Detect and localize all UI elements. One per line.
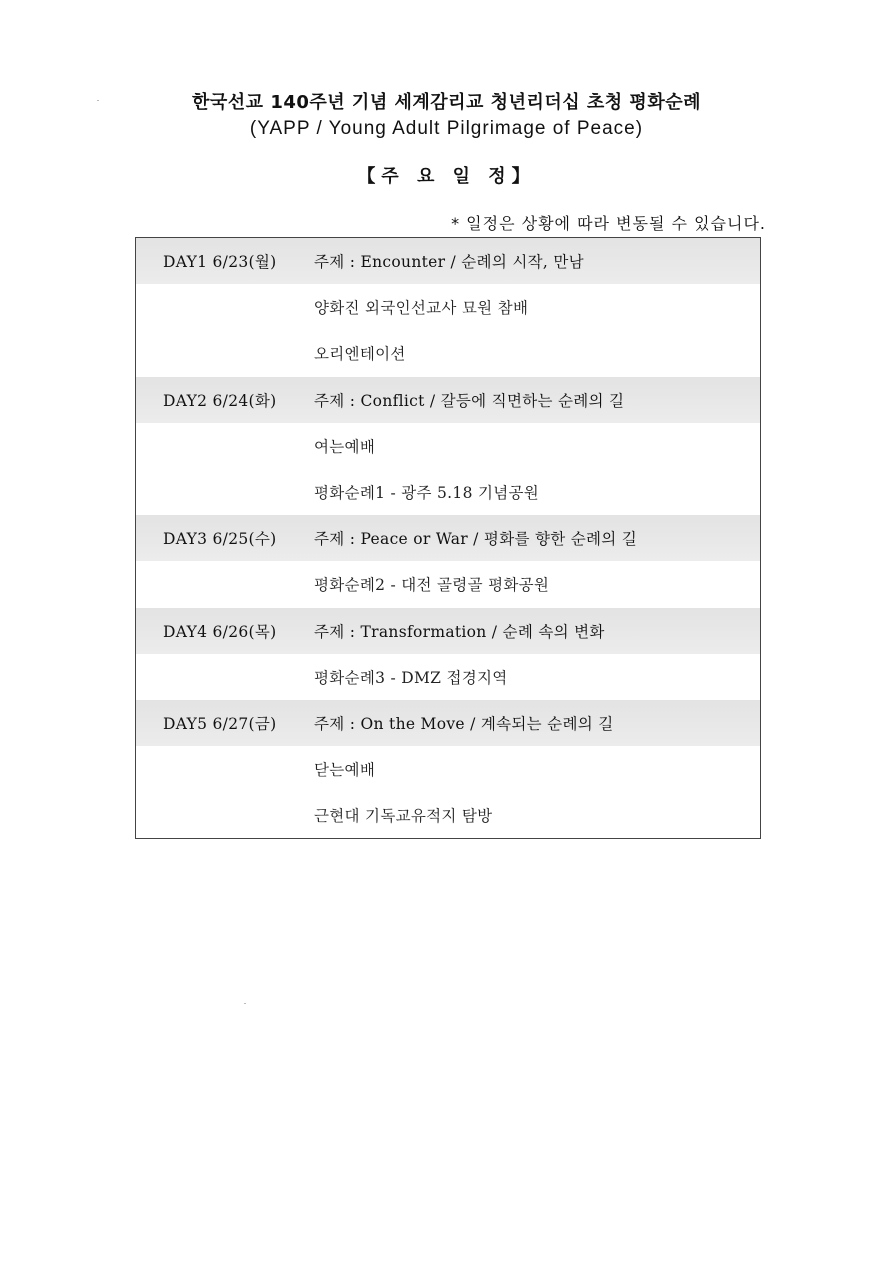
schedule-row-item [136,423,760,469]
day-label: DAY1 6/23(월) [163,253,277,271]
scan-speck [97,100,99,101]
schedule-table [135,237,761,839]
day-label: DAY5 6/27(금) [163,714,277,733]
day-theme: 주제 : Peace or War / 평화를 향한 순례의 길 [314,530,638,549]
activity-text: 양화진 외국인선교사 묘원 참배 [314,299,529,318]
day-theme: 주제 : Conflict / 갈등에 직면하는 순례의 길 [314,391,625,410]
activity-text: 여는예배 [314,437,376,456]
document-title: 한국선교 140주년 기념 세계감리교 청년리더십 초청 평화순례 [192,92,701,113]
scan-speck [244,1003,246,1004]
schedule-row-item [136,469,760,515]
schedule-row-item [136,654,760,700]
document-subtitle: (YAPP / Young Adult Pilgrimage of Peace) [249,118,644,139]
day-theme: 주제 : Transformation / 순례 속의 변화 [314,622,605,641]
day-label: DAY3 6/25(수) [163,530,277,549]
schedule-row-day [136,238,760,284]
schedule-row-item [136,561,760,607]
activity-text: 근현대 기독교유적지 탐방 [314,807,493,826]
activity-text: 평화순례1 - 광주 5.18 기념공원 [314,483,540,502]
activity-text: 닫는예배 [314,761,376,780]
day-label: DAY2 6/24(화) [163,391,277,410]
schedule-row-day [136,515,760,561]
day-label: DAY4 6/26(목) [163,622,277,641]
schedule-notice: * 일정은 상황에 따라 변동될 수 있습니다. [451,214,766,233]
schedule-row-item [136,792,760,838]
schedule-row-item [136,284,760,330]
schedule-row-item [136,746,760,792]
schedule-row-day [136,700,760,746]
activity-text: 평화순례2 - 대전 골령골 평화공원 [314,576,550,595]
activity-text: 평화순례3 - DMZ 접경지역 [314,668,508,687]
activity-text: 오리엔테이션 [314,345,406,364]
section-heading: 【주 요 일 정】 [357,166,536,187]
schedule-row-item [136,330,760,376]
schedule-row-day [136,608,760,654]
day-theme: 주제 : Encounter / 순례의 시작, 만남 [314,253,584,271]
day-theme: 주제 : On the Move / 계속되는 순례의 길 [314,714,614,733]
schedule-row-day [136,377,760,423]
